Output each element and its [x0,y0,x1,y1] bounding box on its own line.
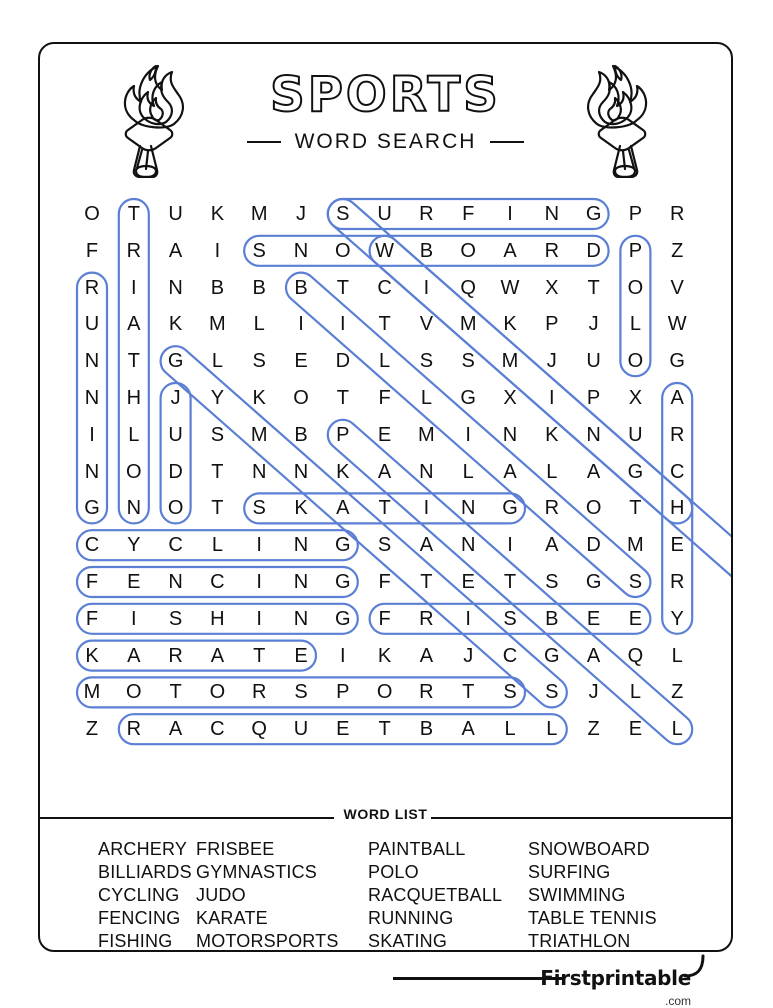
word-list-item[interactable]: MOTORSPORTS [196,931,339,951]
divider-rule-right [431,817,731,819]
grid-cell[interactable]: Z [85,718,99,741]
grid-cell[interactable]: N [293,607,309,630]
grid-cell[interactable]: G [84,497,100,520]
grid-cell[interactable]: N [586,423,601,446]
grid-cell[interactable]: L [671,644,683,667]
grid-cell[interactable]: X [503,387,517,409]
grid-cell[interactable]: G [167,350,184,373]
word-list-item[interactable]: KARATE [196,908,268,928]
grid-cell[interactable]: T [503,571,517,593]
grid-cell[interactable]: J [588,681,599,704]
grid-cell[interactable]: H [126,387,142,409]
grid-cell[interactable]: E [127,571,141,593]
grid-cell[interactable]: M [83,681,101,704]
grid-cell[interactable]: N [293,534,309,557]
grid-cell[interactable]: K [85,644,99,667]
grid-cell[interactable]: H [669,497,685,520]
grid-cell[interactable]: D [168,460,183,483]
subtitle-row [196,130,576,154]
grid-cell[interactable]: N [293,239,309,262]
page-title: SPORTS [270,67,501,123]
grid-cell[interactable]: F [378,607,391,630]
grid-cell[interactable]: I [423,497,430,520]
grid-cell[interactable]: A [127,313,141,336]
grid-cell[interactable]: I [256,607,262,630]
grid-cell[interactable]: I [298,313,304,336]
grid-cell[interactable]: K [503,313,517,336]
grid-cell[interactable]: U [293,718,309,741]
grid-cell[interactable]: I [214,239,221,262]
grid-cell[interactable]: R [251,681,267,704]
grid-cell[interactable]: L [128,423,140,446]
grid-cell[interactable]: N [544,203,560,225]
grid-cell[interactable]: I [131,607,137,630]
grid-cell[interactable]: T [211,497,224,520]
grid-cell[interactable]: O [460,239,476,262]
grid-cell[interactable]: A [419,644,434,667]
footer-rule [393,977,563,980]
grid-cell[interactable]: S [461,350,475,373]
word-list-item[interactable]: TABLE TENNIS [528,908,657,928]
grid-cell[interactable]: A [127,644,141,667]
grid-cell[interactable]: E [586,607,601,630]
grid-cell[interactable]: B [545,607,559,630]
grid-cell[interactable]: U [168,203,183,225]
grid-cell[interactable]: S [294,681,308,704]
divider-rule-left [40,817,340,819]
grid-cell[interactable]: N [168,571,183,593]
grid-cell[interactable]: M [209,313,226,336]
grid-cell[interactable]: S [503,607,517,630]
grid-cell[interactable]: V [419,313,434,336]
grid-cell[interactable]: I [340,644,346,667]
grid-cell[interactable]: L [629,681,641,704]
grid-cell[interactable]: I [131,276,137,299]
header [40,44,731,184]
grid-cell[interactable]: R [669,571,685,593]
grid-cell[interactable]: F [378,387,391,409]
grid-cell[interactable]: P [628,239,643,262]
grid-cell[interactable]: C [210,718,225,741]
grid-cell[interactable]: N [84,350,100,373]
grid-cell[interactable]: R [419,607,434,630]
grid-cell[interactable]: G [335,571,351,593]
grid-cell[interactable]: F [462,203,475,225]
solution-capsule [77,641,316,671]
brand-tld: .com [664,994,691,1008]
grid-cell[interactable]: K [545,423,559,446]
grid-cell[interactable]: A [168,239,183,262]
grid-cell[interactable]: O [167,497,184,520]
word-list-item[interactable]: FRISBEE [196,839,275,859]
word-list-item[interactable]: SNOWBOARD [528,839,650,859]
grid-cell[interactable]: S [545,681,559,704]
grid-cell[interactable]: A [210,644,225,667]
word-list-item[interactable]: ARCHERY [98,839,188,859]
grid-cell[interactable]: P [586,387,601,409]
title-block [196,67,576,154]
grid-cell[interactable]: G [335,607,351,630]
grid-cell[interactable]: N [502,423,518,446]
grid-cell[interactable]: A [461,718,475,741]
grid-cell[interactable]: I [465,423,471,446]
grid-cell[interactable]: W [667,313,687,336]
grid-cell[interactable]: D [586,239,601,262]
grid-cell[interactable]: U [168,423,183,446]
grid-cell[interactable]: L [546,460,558,483]
grid-cell[interactable]: G [585,203,602,225]
grid-cell[interactable]: Y [127,534,141,557]
grid-cell[interactable]: E [670,534,684,557]
grid-cell[interactable]: C [210,571,225,593]
grid-cell[interactable]: E [294,350,308,373]
grid-cell[interactable]: U [377,203,392,225]
grid-cell[interactable]: A [336,497,350,520]
grid-cell[interactable]: G [585,571,602,593]
grid-cell[interactable]: T [462,681,475,704]
grid-cell[interactable]: C [168,534,183,557]
grid-cell[interactable]: R [419,681,434,704]
grid-cell[interactable]: B [294,423,308,446]
grid-cell[interactable]: M [627,534,644,557]
grid-cell[interactable]: F [85,571,99,593]
grid-cell[interactable]: S [168,607,183,630]
grid-cell[interactable]: M [418,423,435,446]
grid-cell[interactable]: L [379,350,391,373]
grid-cell[interactable]: T [420,571,433,593]
word-list-item[interactable]: FENCING [98,908,181,928]
grid-cell[interactable]: S [252,350,266,373]
grid-cell[interactable]: M [459,313,477,336]
grid-cell[interactable]: Y [670,607,684,630]
grid-cell[interactable]: I [507,534,513,557]
word-list-item[interactable]: RUNNING [368,908,454,928]
grid-cell[interactable]: I [465,607,471,630]
grid-cell[interactable]: I [507,203,513,225]
grid-cell[interactable]: B [210,276,225,299]
grid-cell[interactable]: Q [460,276,476,299]
grid-cell[interactable]: T [336,276,349,299]
grid-cell[interactable]: R [669,423,685,446]
grid-cell[interactable]: B [252,276,266,299]
grid-cell[interactable]: E [294,644,308,667]
grid-cell[interactable]: J [546,350,557,373]
grid-cell[interactable]: T [587,276,600,299]
grid-cell[interactable]: K [294,497,308,520]
subtitle-rule-left [247,141,281,143]
grid-cell[interactable]: L [211,534,223,557]
grid-cell[interactable]: C [84,534,100,557]
grid-cell[interactable]: I [423,276,430,299]
word-list-item[interactable]: POLO [368,862,419,882]
word-list-item[interactable]: TRIATHLON [528,931,631,951]
word-list-item[interactable]: PAINTBALL [368,839,466,859]
grid-cell[interactable]: A [670,387,684,409]
grid-cell[interactable]: O [293,387,309,409]
grid-cell[interactable]: L [504,718,516,741]
grid-cell[interactable]: R [126,239,142,262]
grid-cell[interactable]: B [419,718,434,741]
grid-cell[interactable]: T [127,203,140,225]
grid-cell[interactable]: Y [210,387,225,409]
grid-cell[interactable]: T [378,718,391,741]
grid-cell[interactable]: R [544,497,560,520]
grid-cell[interactable]: F [85,239,99,262]
grid-cell[interactable]: A [168,718,183,741]
grid-cell[interactable]: R [84,276,100,299]
grid-cell[interactable]: E [377,423,392,446]
grid-cell[interactable]: K [210,203,225,225]
grid-cell[interactable]: U [84,313,100,336]
grid-cell[interactable]: B [419,239,434,262]
grid-cell[interactable]: C [669,460,685,483]
grid-cell[interactable]: T [378,313,391,336]
word-list-item[interactable]: GYMNASTICS [196,862,318,882]
grid-cell[interactable]: G [460,387,476,409]
grid-cell[interactable]: Z [671,681,684,704]
grid-cell[interactable]: G [544,644,560,667]
grid-cell[interactable]: A [586,644,601,667]
grid-cell[interactable]: R [168,644,183,667]
grid-cell[interactable]: B [294,276,308,299]
grid-cell[interactable]: J [170,387,181,409]
grid-cell[interactable]: O [126,460,142,483]
grid-cell[interactable]: A [503,460,517,483]
grid-cell[interactable]: A [586,460,601,483]
grid-cell[interactable]: L [462,460,474,483]
word-list-heading: WORD LIST [334,806,438,822]
grid-cell[interactable]: L [671,718,683,741]
grid-cell[interactable]: I [340,313,346,336]
grid-cell[interactable]: G [335,534,351,557]
grid-cell[interactable]: D [586,534,601,557]
brand-swoosh-icon [683,952,709,986]
grid-cell[interactable]: O [585,497,602,520]
grid-cell[interactable]: Z [671,239,684,262]
grid-cell[interactable]: T [336,387,349,409]
grid-cell[interactable]: S [503,681,517,704]
grid-cell[interactable]: A [377,460,392,483]
grid-cell[interactable]: K [168,313,183,336]
grid-cell[interactable]: O [627,276,644,299]
grid-cell[interactable]: C [502,644,518,667]
grid-cell[interactable]: J [588,313,599,336]
word-list-item[interactable]: RACQUETBALL [368,885,503,905]
grid-cell[interactable]: N [84,387,100,409]
grid-cell[interactable]: I [256,571,262,593]
grid-cell[interactable]: N [293,460,309,483]
grid-cell[interactable]: I [549,387,555,409]
grid-cell[interactable]: R [544,239,560,262]
grid-cell[interactable]: E [336,718,350,741]
grid-cell[interactable]: A [419,534,434,557]
grid-cell[interactable]: R [126,718,142,741]
word-list-item[interactable]: SKATING [368,931,448,951]
grid-cell[interactable]: S [252,239,266,262]
grid-cell[interactable]: E [628,607,643,630]
word-list-item[interactable]: BILLIARDS [98,862,192,882]
grid-cell[interactable]: E [461,571,475,593]
grid-cell[interactable]: M [250,203,268,225]
grid-cell[interactable]: I [89,423,95,446]
grid-cell[interactable]: O [84,203,100,225]
grid-cell[interactable]: O [627,350,644,373]
footer [40,952,731,1008]
grid-cell[interactable]: K [252,387,266,409]
grid-cell[interactable]: F [378,571,391,593]
word-list-item[interactable]: SWIMMING [528,885,626,905]
grid-cell[interactable]: T [211,460,224,483]
word-list-item[interactable]: FISHING [98,931,173,951]
grid-cell[interactable]: E [628,718,643,741]
grid-cell[interactable]: J [296,203,306,225]
grid-cell[interactable]: T [629,497,642,520]
grid-cell[interactable]: R [419,203,434,225]
grid-cell[interactable]: T [127,350,140,373]
grid-cell[interactable]: T [378,497,391,520]
word-list [98,839,693,952]
grid-cell[interactable]: S [252,497,266,520]
grid-cell[interactable]: U [586,350,601,373]
word-list-divider [40,806,731,830]
grid-cell[interactable]: Q [627,644,644,667]
grid-cell[interactable]: W [500,276,520,299]
word-list-item[interactable]: CYCLING [98,885,180,905]
grid-cell[interactable]: P [336,423,350,446]
grid-cell[interactable]: S [336,203,350,225]
grid-cell[interactable]: L [546,718,558,741]
grid-cell[interactable]: N [293,571,309,593]
grid-cell[interactable]: P [336,681,350,704]
grid-cell[interactable]: S [377,534,392,557]
grid-cell[interactable]: Z [587,718,600,741]
grid-cell[interactable]: P [628,203,643,225]
grid-cell[interactable]: L [420,387,432,409]
page-subtitle: WORD SEARCH [294,130,477,154]
grid-cell[interactable]: R [669,203,685,225]
grid-cell[interactable]: I [256,534,262,557]
grid-cell[interactable]: P [545,313,559,336]
grid-cell[interactable]: W [375,239,395,262]
grid-cell[interactable]: C [377,276,392,299]
grid-cell[interactable]: Q [251,718,267,741]
grid-cell[interactable]: N [84,460,100,483]
grid-cell[interactable]: M [250,423,268,446]
grid-cell[interactable]: L [629,313,641,336]
subtitle-rule-right [490,141,524,143]
grid-cell[interactable]: O [335,239,351,262]
grid-cell[interactable]: O [209,681,226,704]
grid-cell[interactable]: N [251,460,267,483]
grid-cell[interactable]: S [210,423,225,446]
grid-cell[interactable]: N [460,497,476,520]
grid-cell[interactable]: A [545,534,559,557]
grid-cell[interactable]: X [545,276,559,299]
brand-name: Firstprintable [540,966,691,990]
grid-cell[interactable]: N [419,460,434,483]
olympic-torch-icon-right [555,58,675,178]
grid-cell[interactable]: N [168,276,183,299]
grid-cell[interactable]: S [545,571,559,593]
grid-cell[interactable]: D [335,350,351,373]
grid-cell[interactable]: H [210,607,225,630]
grid-cell[interactable]: O [126,681,142,704]
grid-cell[interactable]: X [628,387,643,409]
grid-cell[interactable]: L [211,350,223,373]
grid-cell[interactable]: N [126,497,142,520]
puzzle-grid[interactable] [40,192,731,772]
grid-cell[interactable]: G [627,460,644,483]
word-list-item[interactable]: SURFING [528,862,611,882]
grid-cell[interactable]: V [670,276,684,299]
grid-cell[interactable]: S [419,350,434,373]
grid-cell[interactable]: K [336,460,350,483]
grid-cell[interactable]: F [85,607,99,630]
grid-cell[interactable]: A [503,239,517,262]
grid-cell[interactable]: O [376,681,393,704]
grid-cell[interactable]: U [628,423,643,446]
grid-cell[interactable]: G [502,497,518,520]
grid-cell[interactable]: N [460,534,476,557]
grid-cell[interactable]: T [253,644,266,667]
worksheet-sheet [38,42,733,1008]
word-list-item[interactable]: JUDO [196,885,246,905]
grid-cell[interactable]: T [169,681,182,704]
grid-cell[interactable]: J [463,644,474,667]
grid-cell[interactable]: S [628,571,643,593]
grid-cell[interactable]: K [377,644,392,667]
grid-cell[interactable]: L [253,313,265,336]
grid-cell[interactable]: M [501,350,519,373]
grid-cell[interactable]: G [669,350,685,373]
